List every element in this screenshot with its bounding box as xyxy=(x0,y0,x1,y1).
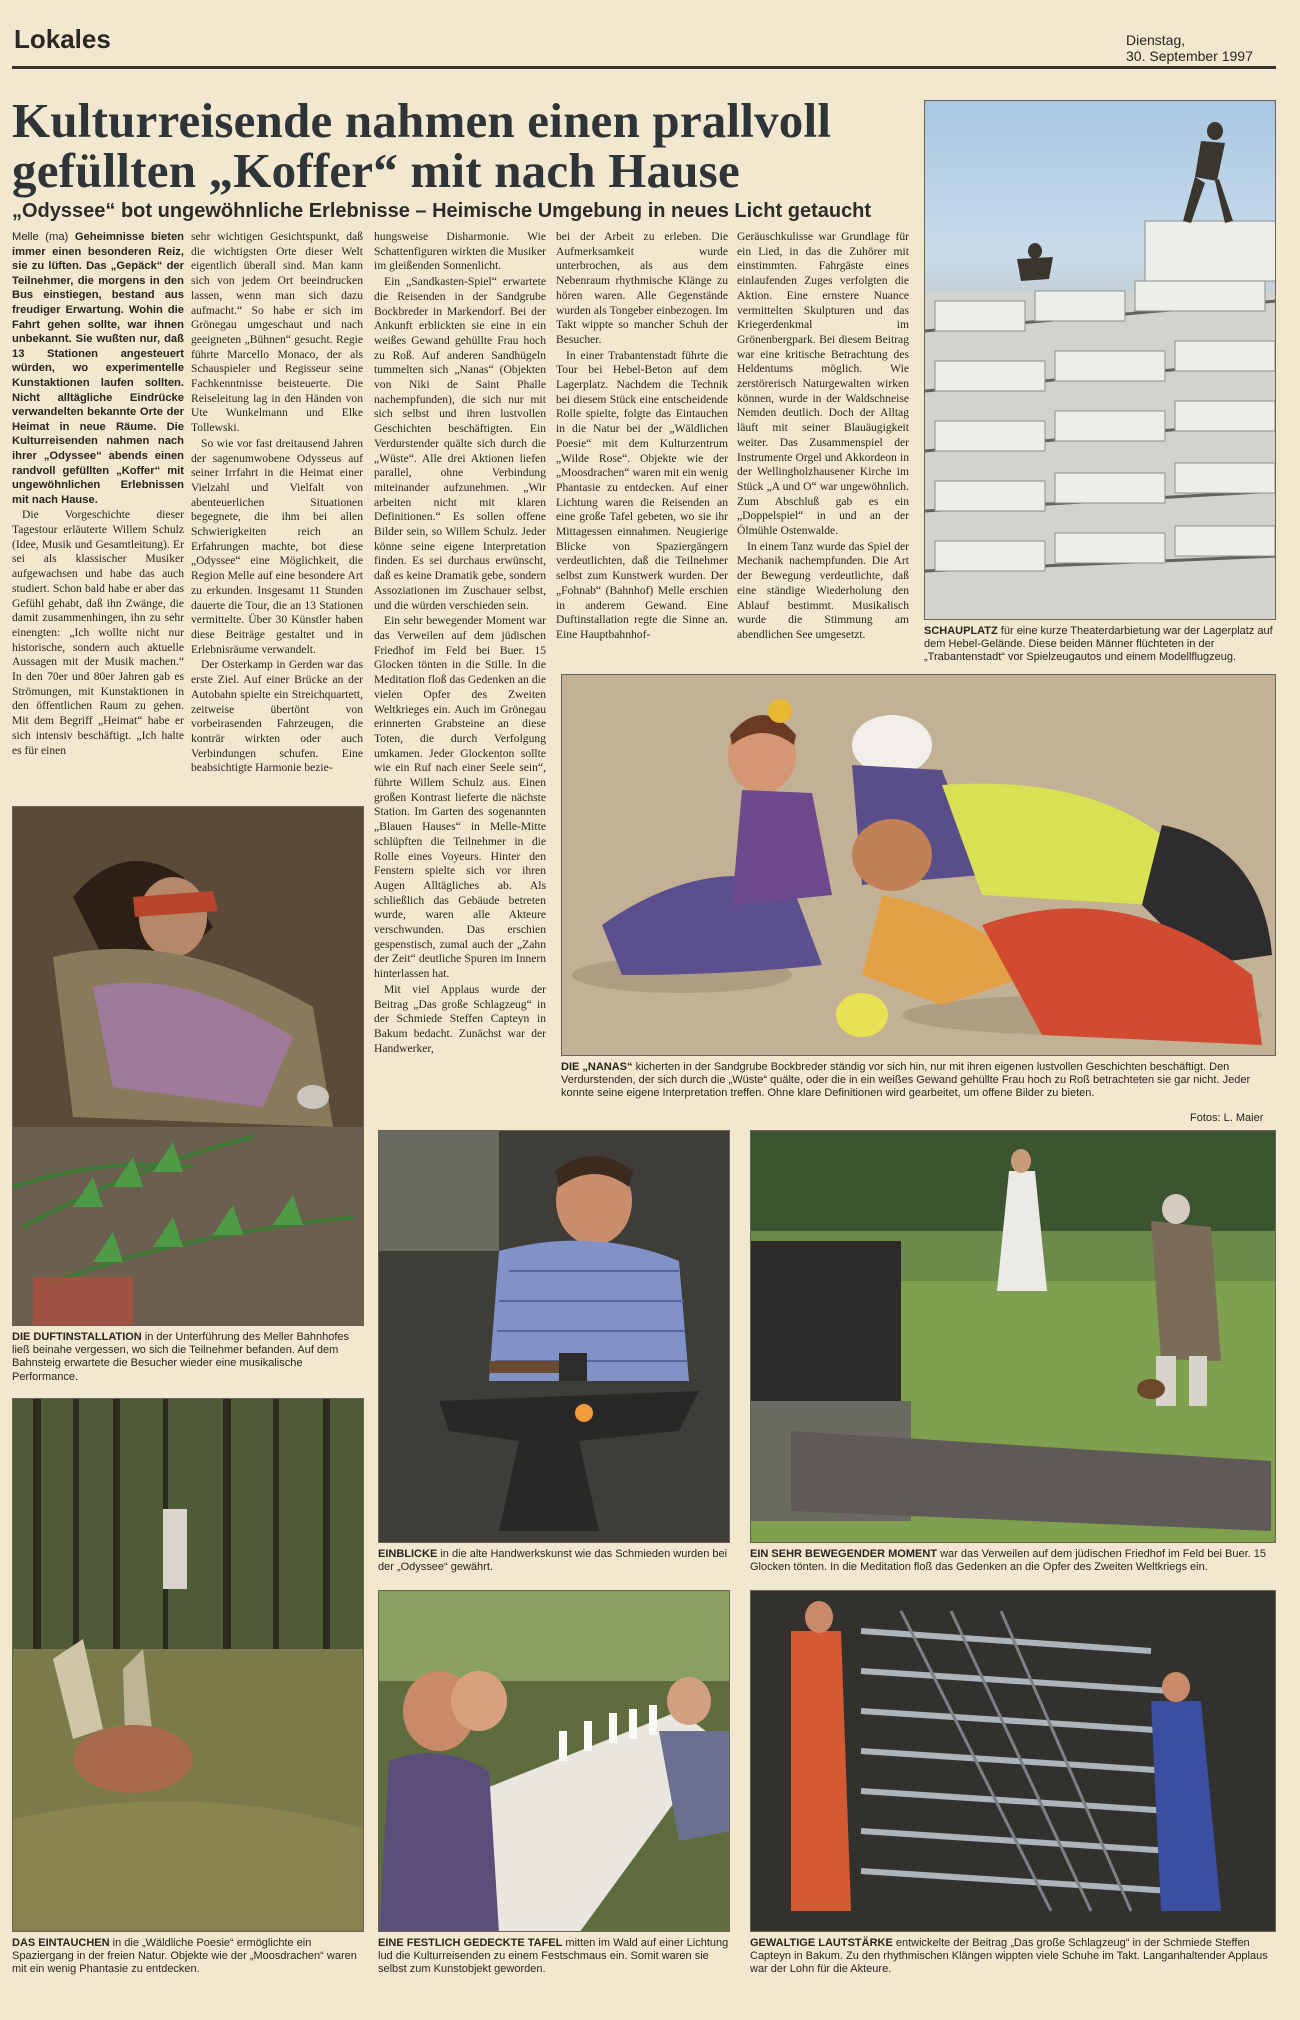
photo-duft xyxy=(12,806,364,1326)
caption-title: EIN SEHR BEWEGENDER MOMENT xyxy=(750,1548,938,1560)
caption-title: DIE DUFTINSTALLATION xyxy=(12,1331,142,1343)
caption-title: GEWALTIGE LAUTSTÄRKE xyxy=(750,1937,893,1949)
caption-schmied xyxy=(378,1548,730,1574)
caption-title: SCHAUPLATZ xyxy=(924,625,998,637)
article-paragraph: So wie vor fast dreitausend Jahren der sagenumwobene Odysseus auf seiner Irrfahrt in die Heimat einer Vielzahl und Vielfalt von abenteuerlichen Situationen begegnete, die ihm bei allen Schwierigkeiten reich an Erfahrungen machte, bot diese „Odyssee“ eine Möglichkeit, die Region Melle auf eine besondere Art zu erkunden. Insgesamt 11 Stunden dauerte die Tour, die an 13 Stationen vermittelte. Über 30 Künstler haben diese Beiträge gestaltet und in Erlebnisräume verwandelt. xyxy=(191,436,363,656)
photo-friedhof-image xyxy=(751,1131,1276,1543)
article-paragraph: Ein „Sandkasten-Spiel“ erwartete die Reisenden in der Sandgrube Bockbreder in Markendorf. Bei der Ankunft erblickten sie eine in ein weißes Gewand gehüllte Frau hoch zu Roß. Auf anderen Sandhügeln tummelten sich „Nanas“ (Objekten von Niki de Saint Phalle nachempfunden), die sich nur mit sich selbst und ihren lustvollen Geschichten beschäftigten. Ein Verdurstender quälte sich durch die „Wüste“. Alle drei Aktionen liefen parallel, ohne Verbindung miteinander aufzunehmen. „Wir arbeiten nicht mit klaren Definitionen.“ Es sollen offene Bilder sein, so Willem Schulz. Jeder könne seine eigene Interpretation finden. Es sei durchaus erwünscht, daß es keine Dramatik gebe, sondern Assoziationen im Zuschauer selbst, und die würden verschieden sein. xyxy=(374,275,546,612)
caption-title: DIE „NANAS“ xyxy=(561,1061,633,1073)
article-paragraph: In einer Trabantenstadt führte die Tour bei Hebel-Beton auf dem Lagerplatz. Nachdem die Technik bei diesem Stück eine entscheidende Rolle spielte, folgte das Eintauchen in die Natur bei der „Wäldlichen Poesie“ mit dem Kulturzentrum „Wilde Rose“. Objekte wie der „Moosdrachen“ waren mit ein wenig Phantasie zu entdecken. Auf einer Lichtung waren die Reisenden an eine große Tafel gebeten, wo sie ihr Mittagessen einnahmen. Neugierige Blicke von Spaziergängern verdeutlichten, daß die Teilnehmer selbst zum Kunstwerk wurden. Der „Fohnab“ (Bahnhof) Melle erschien in anderem Gewand. Eine Duftinstallation regte die Sinne an. Eine Hauptbahnhof- xyxy=(556,348,728,641)
lead-paragraph xyxy=(12,230,184,507)
article-paragraph: Die Vorgeschichte dieser Tagestour erläuterte Willem Schulz (Idee, Musik und Gesamtleitung). Er sei als klassischer Musiker aufgewachsen und habe das auch studiert. Schon bald habe er aber das Gefühl gehabt, daß ihn Zwänge, die damit zusammenhingen, ihn zu sehr einengten: „Ich wollte nicht nur historische, sondern auch aktuelle Aussagen mit der Musik machen.“ In den 70er und 80er Jahren gab es Strömungen, mit Kunstaktionen in den öffentlichen Raum zu gehen. Mit dem Begriff „Heimat“ habe er sich intensiv beschäftigt. „Ich halte es für einen xyxy=(12,508,184,757)
issue-day: Dienstag, xyxy=(1126,32,1186,48)
photo-credit: Fotos: L. Maier xyxy=(1190,1112,1264,1124)
masthead-rule xyxy=(12,66,1276,69)
caption-schlagzeug xyxy=(750,1937,1276,1977)
caption-nanas xyxy=(561,1061,1276,1101)
caption-text: in der Unterführung des Meller Bahnhofes ließ beinahe vergessen, wo sich die Teilnehmer befanden. Auf dem Bahnsteig erwartete die Besucher wieder eine musikalische Performance. xyxy=(12,1331,350,1383)
article-paragraph: In einem Tanz wurde das Spiel der Mechanik nachempfunden. Die Art der Bewegung verdeutlichte, daß eine ständige Wiederholung den Ablauf bestimmt. Musikalisch wurde die Stimmung am abendlichen See umgesetzt. xyxy=(737,539,909,641)
article-column-2 xyxy=(191,230,363,798)
caption-title: EINBLICKE xyxy=(378,1548,438,1560)
headline xyxy=(12,93,912,198)
caption-text: für eine kurze Theaterdarbietung war der Lagerplatz auf dem Hebel-Gelände. Diese beiden Männer flüchteten in der „Trabantenstadt“ vor Spielzeugautos und einem Modellflugzeug. xyxy=(924,625,1273,664)
headline-line-2: gefüllten „Koffer“ mit nach Hause xyxy=(12,143,740,198)
photo-wald-image xyxy=(13,1399,364,1932)
article-paragraph: hungsweise Disharmonie. Wie Schattenfiguren wirkten die Musiker im gleißenden Sonnenlicht. xyxy=(374,230,546,273)
photo-nanas-image xyxy=(562,675,1276,1056)
article-column-1 xyxy=(12,230,184,798)
photo-lagerplatz-image xyxy=(925,101,1276,620)
photo-tafel-image xyxy=(379,1591,730,1932)
photo-tafel xyxy=(378,1590,730,1932)
subheadline: „Odyssee“ bot ungewöhnliche Erlebnisse – Heimische Umgebung in neues Licht getaucht xyxy=(12,200,872,222)
caption-title: DAS EINTAUCHEN xyxy=(12,1937,110,1949)
photo-schlagzeug xyxy=(750,1590,1276,1932)
photo-lagerplatz xyxy=(924,100,1276,620)
caption-text: entwickelte der Beitrag „Das große Schlagzeug“ in der Schmiede Steffen Capteyn in Bakum. Zu den rhythmischen Klängen wippten viele Schuhe im Takt. Langanhaltender Applaus war der Lohn für die Akteure. xyxy=(750,1937,1268,1976)
article-paragraph: Mit viel Applaus wurde der Beitrag „Das große Schlagzeug“ in der Schmiede Steffen Capteyn in Bakum bedacht. Zunächst war der Handwerker, xyxy=(374,982,546,1055)
caption-text: in die „Wäldliche Poesie“ ermöglichte ein Spaziergang in der freien Natur. Objekte wie der „Moosdrachen“ waren mit ein wenig Phantasie zu entdecken. xyxy=(12,1937,357,1976)
article-paragraph: Der Osterkamp in Gerden war das erste Ziel. Auf einer Brücke an der Autobahn spielte ein Streichquartett, zeitweise übertönt von vorbeirasenden Fahrzeugen, die konträr wirkten oder auch Verbindungen schufen. Eine beabsichtigte Harmonie bezie- xyxy=(191,658,363,775)
caption-title: EINE FESTLICH GEDECKTE TAFEL xyxy=(378,1937,563,1949)
article-column-4 xyxy=(556,230,728,668)
article-paragraph: Geräuschkulisse war Grundlage für ein Lied, in das die Zuhörer mit einstimmten. Fahrgäste eines einlaufenden Zuges verfolgten die Aktion. Eine ernstere Nuance vermittelten Skulpturen und das Kriegerdenkmal im Grönenbergpark. Bei diesem Beitrag war eine kritische Betrachtung des Heldentums möglich. Wie zerstörerisch Naturgewalten wirken können, wurde in der Waldschneise Nemden deutlich. Doch der Alltag läuft mit seiner Blauäugigkeit weiter. Das Zusammenspiel der Instrumente Orgel und Akkordeon in der Wellingholzhausener Kirche im Stück „A und O“ war ungewöhnlich. Zum Abschluß gab es ein „Doppelspiel“ in und an der Ölmühle Ostenwalde. xyxy=(737,230,909,538)
article-paragraph: bei der Arbeit zu erleben. Die Aufmerksamkeit wurde unterbrochen, als aus dem Nebenraum rhythmische Klänge zu hören waren. Alle Gegenstände wurden als Tongeber einbezogen. Im Takt wippte so mancher Schuh der Besucher. xyxy=(556,230,728,346)
caption-tafel xyxy=(378,1937,730,1977)
caption-text: war das Verweilen auf dem jüdischen Friedhof im Feld bei Buer. 15 Glocken tönten. In die Meditation floß das Gedenken an die Opfer des Zweiten Weltkriegs ein. xyxy=(750,1548,1266,1574)
headline-line-1: Kulturreisende nahmen einen prallvoll xyxy=(12,93,832,148)
article-paragraph: sehr wichtigen Gesichtspunkt, daß die wichtigsten Orte dieser Welt eigentlich überall sind. Man kann sich von jedem Ort beeindrucken lassen, wenn man sich dazu aufmacht.“ So habe er sich im Grönegau umgeschaut und nach geeigneten „Bühnen“ gesucht. Regie führte Marcello Monaco, der als Schauspieler und Regisseur seine Fachkenntnisse beisteuerte. Die Reiseleitung lag in den Händen von Ute Wunkelmann und Elke Tollewski. xyxy=(191,230,363,435)
article-column-5 xyxy=(737,230,909,668)
caption-text: in die alte Handwerkskunst wie das Schmieden wurden bei der „Odyssee“ gewährt. xyxy=(378,1548,728,1574)
issue-date xyxy=(1126,32,1276,64)
section-title: Lokales xyxy=(14,24,111,54)
photo-nanas xyxy=(561,674,1276,1056)
caption-lagerplatz xyxy=(924,625,1276,665)
photo-schlagzeug-image xyxy=(751,1591,1276,1932)
article-column-3 xyxy=(374,230,546,1266)
caption-text: mitten im Wald auf einer Lichtung lud die Kulturreisenden zu einem Festschmaus ein. Somit waren sie selbst zum Kunstobjekt geworden. xyxy=(378,1937,729,1976)
photo-schmied-image xyxy=(379,1131,730,1543)
article-paragraph: Ein sehr bewegender Moment war das Verweilen auf dem jüdischen Friedhof im Feld bei Buer. 15 Glocken tönten in die Stille. In die Meditation floß das Gedenken an die vielen Opfer des Zweiten Weltkrieges ein. Auch im Grönegau erinnerten Grabsteine an diese Toten, die durch Verfolgung umkamen. Jeder Glockenton sollte wie ein Ruf nach einer Seele sein“, führte Willem Schulz aus. Einen großen Kontrast lieferte die nächste Station. Im Garten des sogenannten „Blauen Hauses“ in Melle-Mitte schlüpften die Teilnehmer in die Rolle eines Voyeurs. Hinter den Fenstern spielte sich vor ihren Augen Alltägliches ab. Als schließlich das Gebäude betreten wurde, waren alle Akteure verschwunden. Das erschien gespenstisch, zumal auch der „Zahn der Zeit“ deutliche Spuren im Innern hinterlassen hat. xyxy=(374,614,546,981)
issue-date-text: 30. September 1997 xyxy=(1126,48,1253,64)
caption-friedhof xyxy=(750,1548,1276,1574)
photo-wald xyxy=(12,1398,364,1932)
caption-text: kicherten in der Sandgrube Bockbreder ständig vor sich hin, nur mit ihren eigenen lustvollen Geschichten beschäftigt. Den Verdurstenden, der sich durch die „Wüste“ quälte, oder die in ein weißes Gewand gehüllte Frau hoch zu Roß betrachteten sie gar nicht. Jeder konnte seine eigene Interpretation treffen. Ohne klare Definitionen wird gearbeitet, um offene Bilder zu bieten. xyxy=(561,1061,1251,1100)
lead-text: Geheimnisse bieten immer einen besonderen Reiz, sie zu lüften. Das „Gepäck“ der Teilnehmer, die morgens in den Bus einstiegen, bestand aus freudiger Erwartung. Wohin die Fahrt gehen sollte, war ihnen unbekannt. Sie wußten nur, daß 13 Stationen angesteuert würden, wo experimentelle Kunstaktionen laufen sollten. Nicht alltägliche Eindrücke verwandelten bekannte Orte der Heimat in neue Räume. Die Kulturreisenden nahmen nach ihrer „Odyssee“ abends einen randvoll gefüllten „Koffer“ mit ungewöhnlichen Erlebnissen mit nach Hause. xyxy=(12,231,184,506)
caption-duft xyxy=(12,1331,364,1384)
photo-duft-image xyxy=(13,807,364,1326)
photo-friedhof xyxy=(750,1130,1276,1543)
dateline: Melle (ma) xyxy=(12,231,69,243)
caption-wald xyxy=(12,1937,364,1977)
photo-schmied xyxy=(378,1130,730,1543)
